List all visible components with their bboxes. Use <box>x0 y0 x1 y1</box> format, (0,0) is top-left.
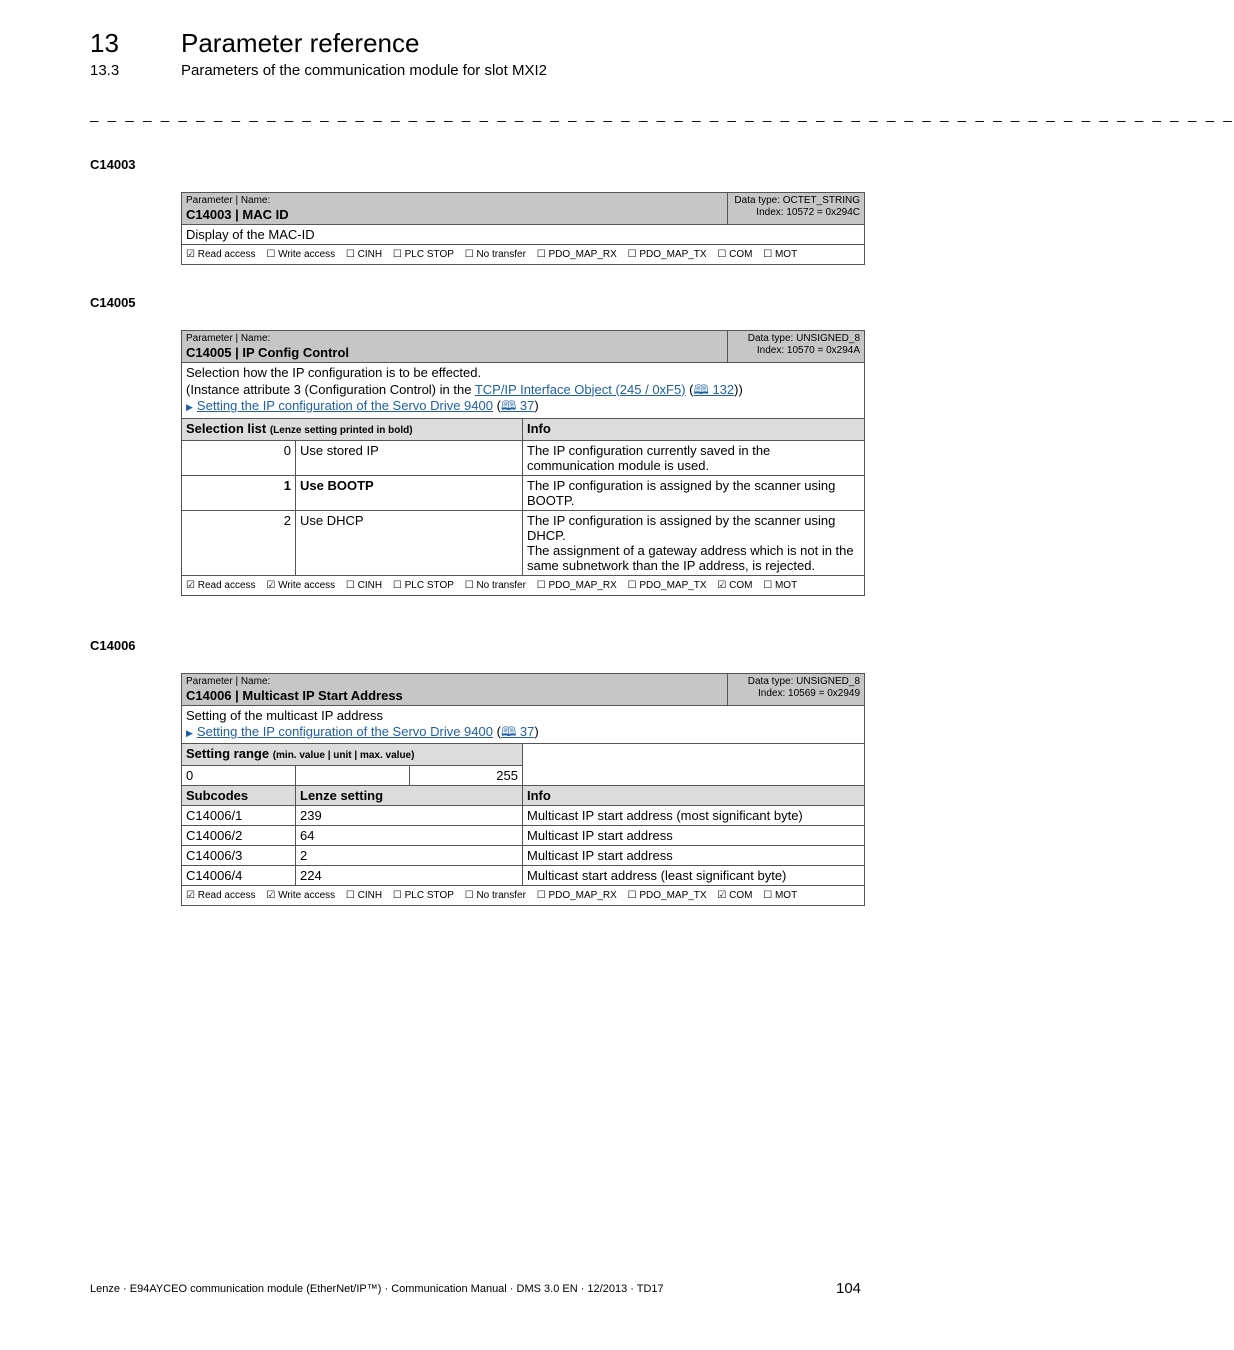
param-label: Parameter | Name: <box>186 195 271 206</box>
param-type-cell <box>728 331 865 363</box>
param-label: Parameter | Name: <box>186 676 271 687</box>
flag-read-access: ☑ Read access <box>186 579 256 591</box>
flag-com: ☑ COM <box>717 890 753 901</box>
param-description: Display of the MAC-ID <box>182 225 865 245</box>
param-label: Parameter | Name: <box>186 333 271 344</box>
subcode-info: Multicast IP start address (most significant byte) <box>523 806 865 826</box>
flag-plc-stop: ☐ PLC STOP <box>392 249 454 260</box>
table-row <box>182 826 865 846</box>
param-description <box>182 706 865 744</box>
param-type-cell <box>728 193 865 225</box>
option-value: 2 <box>182 510 296 575</box>
data-type: Data type: UNSIGNED_8 <box>747 333 861 344</box>
access-flags <box>182 575 865 595</box>
link-paren: ) <box>534 398 539 413</box>
flag-com: ☑ COM <box>717 579 753 591</box>
flag-write-access: ☑ Write access <box>266 579 336 591</box>
param-heading-c14005: C14005 <box>90 295 136 310</box>
link-paren: ( <box>492 724 501 739</box>
selection-list-header <box>182 418 523 440</box>
flag-plc-stop: ☐ PLC STOP <box>392 579 454 591</box>
option-label: Use stored IP <box>296 440 523 475</box>
cross-reference <box>186 398 860 416</box>
param-name: C14005 | IP Config Control <box>186 345 350 360</box>
flag-mot: ☐ MOT <box>763 249 798 260</box>
lenze-setting-header: Lenze setting <box>296 786 523 806</box>
description-text: ( <box>685 381 694 397</box>
flag-mot: ☐ MOT <box>763 579 798 591</box>
flag-pdo-map-rx: ☐ PDO_MAP_RX <box>536 249 617 260</box>
option-info: The IP configuration is assigned by the scanner using BOOTP. <box>523 475 865 510</box>
setting-range-header <box>182 744 523 766</box>
page-ref-link[interactable]: 🕮 37 <box>500 398 535 413</box>
flag-pdo-map-tx: ☐ PDO_MAP_TX <box>627 890 707 901</box>
param-index: Index: 10570 = 0x294A <box>756 345 861 356</box>
section-title: Parameters of the communication module for slot MXI2 <box>181 62 547 79</box>
triangle-right-icon: ▶ <box>186 728 193 738</box>
option-info: The IP configuration currently saved in the communication module is used. <box>523 440 865 475</box>
setting-range-label: Setting range <box>186 746 270 761</box>
flag-read-access: ☑ Read access <box>186 890 256 901</box>
flag-no-transfer: ☐ No transfer <box>464 890 526 901</box>
param-table-c14005 <box>181 330 865 596</box>
info-header: Info <box>523 418 865 440</box>
option-label: Use BOOTP <box>296 475 523 510</box>
param-description <box>182 363 865 419</box>
page-ref-link[interactable]: 🕮 132 <box>693 381 735 397</box>
subcode: C14006/4 <box>182 866 296 886</box>
table-row <box>182 510 865 575</box>
chapter-number: 13 <box>90 28 119 58</box>
flag-pdo-map-rx: ☐ PDO_MAP_RX <box>536 890 617 901</box>
data-type: Data type: UNSIGNED_8 <box>747 676 861 687</box>
page-ref-link[interactable]: 🕮 37 <box>500 724 535 739</box>
setting-range-blank <box>523 744 865 786</box>
chapter-title: Parameter reference <box>181 28 420 58</box>
description-text: )) <box>734 381 743 397</box>
description-text: (Instance attribute 3 (Configuration Control) in the <box>186 381 475 397</box>
option-info-line: The IP configuration is assigned by the scanner using DHCP. <box>527 512 836 543</box>
description-line-1: Selection how the IP configuration is to be effected. <box>186 365 482 380</box>
param-index: Index: 10569 = 0x2949 <box>758 688 861 699</box>
flag-write-access: ☑ Write access <box>266 890 336 901</box>
subcode: C14006/1 <box>182 806 296 826</box>
setting-range-note: (min. value | unit | max. value) <box>272 750 415 761</box>
range-min: 0 <box>182 766 296 786</box>
access-flags <box>182 245 865 265</box>
range-max: 255 <box>410 766 523 786</box>
triangle-right-icon: ▶ <box>186 402 193 412</box>
selection-list-note: (Lenze setting printed in bold) <box>269 424 413 436</box>
subcode-info: Multicast IP start address <box>523 846 865 866</box>
param-name-cell <box>182 331 728 363</box>
cross-reference <box>186 724 860 741</box>
link-paren: ( <box>492 398 501 413</box>
flag-plc-stop: ☐ PLC STOP <box>392 890 454 901</box>
lenze-setting: 239 <box>296 806 523 826</box>
flag-mot: ☐ MOT <box>763 890 798 901</box>
lenze-setting: 2 <box>296 846 523 866</box>
footer-text: Lenze · E94AYCEO communication module (EtherNet/IP™) · Communication Manual · DMS 3.0 EN · 12/2013 · TD17 <box>90 1283 664 1295</box>
access-flags <box>182 886 865 906</box>
table-row <box>182 866 865 886</box>
flag-pdo-map-rx: ☐ PDO_MAP_RX <box>536 579 617 591</box>
range-unit <box>296 766 410 786</box>
subcode-info: Multicast start address (least significant byte) <box>523 866 865 886</box>
option-info-line: The assignment of a gateway address which is not in the same subnetwork than the IP address, is rejected. <box>527 542 854 573</box>
lenze-setting: 64 <box>296 826 523 846</box>
subcodes-header: Subcodes <box>182 786 296 806</box>
param-index: Index: 10572 = 0x294C <box>756 207 860 218</box>
ip-config-link[interactable]: Setting the IP configuration of the Servo Drive 9400 <box>196 724 493 739</box>
data-type: Data type: OCTET_STRING <box>734 195 860 206</box>
lenze-setting: 224 <box>296 866 523 886</box>
flag-read-access: ☑ Read access <box>186 249 256 260</box>
param-name: C14003 | MAC ID <box>186 207 289 222</box>
flag-no-transfer: ☐ No transfer <box>464 249 526 260</box>
option-info <box>523 510 865 575</box>
table-row <box>182 475 865 510</box>
param-name-cell <box>182 193 728 225</box>
table-row <box>182 440 865 475</box>
table-row <box>182 806 865 826</box>
section-number: 13.3 <box>90 62 120 79</box>
param-table-c14003 <box>181 192 865 265</box>
param-heading-c14006: C14006 <box>90 638 136 653</box>
flag-pdo-map-tx: ☐ PDO_MAP_TX <box>627 249 707 260</box>
flag-pdo-map-tx: ☐ PDO_MAP_TX <box>627 579 707 591</box>
subcode: C14006/3 <box>182 846 296 866</box>
flag-com: ☐ COM <box>717 249 753 260</box>
flag-no-transfer: ☐ No transfer <box>464 579 526 591</box>
table-row <box>182 846 865 866</box>
header-separator: _ _ _ _ _ _ _ _ _ _ _ _ _ _ _ _ _ _ _ _ _ _ _ _ _ _ _ _ _ _ _ _ _ _ _ _ _ _ _ _ _ _ _ _ _ _ _ _ _ _ _ _ _ _ _ _ _ _ _ _ _ _ _ _ _ <box>90 106 1234 123</box>
subcode-info: Multicast IP start address <box>523 826 865 846</box>
param-heading-c14003: C14003 <box>90 157 136 172</box>
page-number: 104 <box>836 1280 862 1297</box>
flag-write-access: ☐ Write access <box>266 249 336 260</box>
param-name-cell <box>182 674 728 706</box>
flag-cinh: ☐ CINH <box>345 890 383 901</box>
ip-config-link[interactable]: Setting the IP configuration of the Servo Drive 9400 <box>196 398 493 413</box>
link-paren: ) <box>534 724 539 739</box>
flag-cinh: ☐ CINH <box>345 579 383 591</box>
option-value: 1 <box>182 475 296 510</box>
option-value: 0 <box>182 440 296 475</box>
description-line-2 <box>186 382 860 399</box>
flag-cinh: ☐ CINH <box>345 249 383 260</box>
option-label: Use DHCP <box>296 510 523 575</box>
description-line-1: Setting of the multicast IP address <box>186 708 384 723</box>
info-header: Info <box>523 786 865 806</box>
subcode: C14006/2 <box>182 826 296 846</box>
param-table-c14006 <box>181 673 865 906</box>
param-name: C14006 | Multicast IP Start Address <box>186 688 403 703</box>
param-type-cell <box>728 674 865 706</box>
selection-list-label: Selection list <box>186 420 267 436</box>
tcpip-object-link[interactable]: TCP/IP Interface Object (245 / 0xF5) <box>474 381 686 397</box>
